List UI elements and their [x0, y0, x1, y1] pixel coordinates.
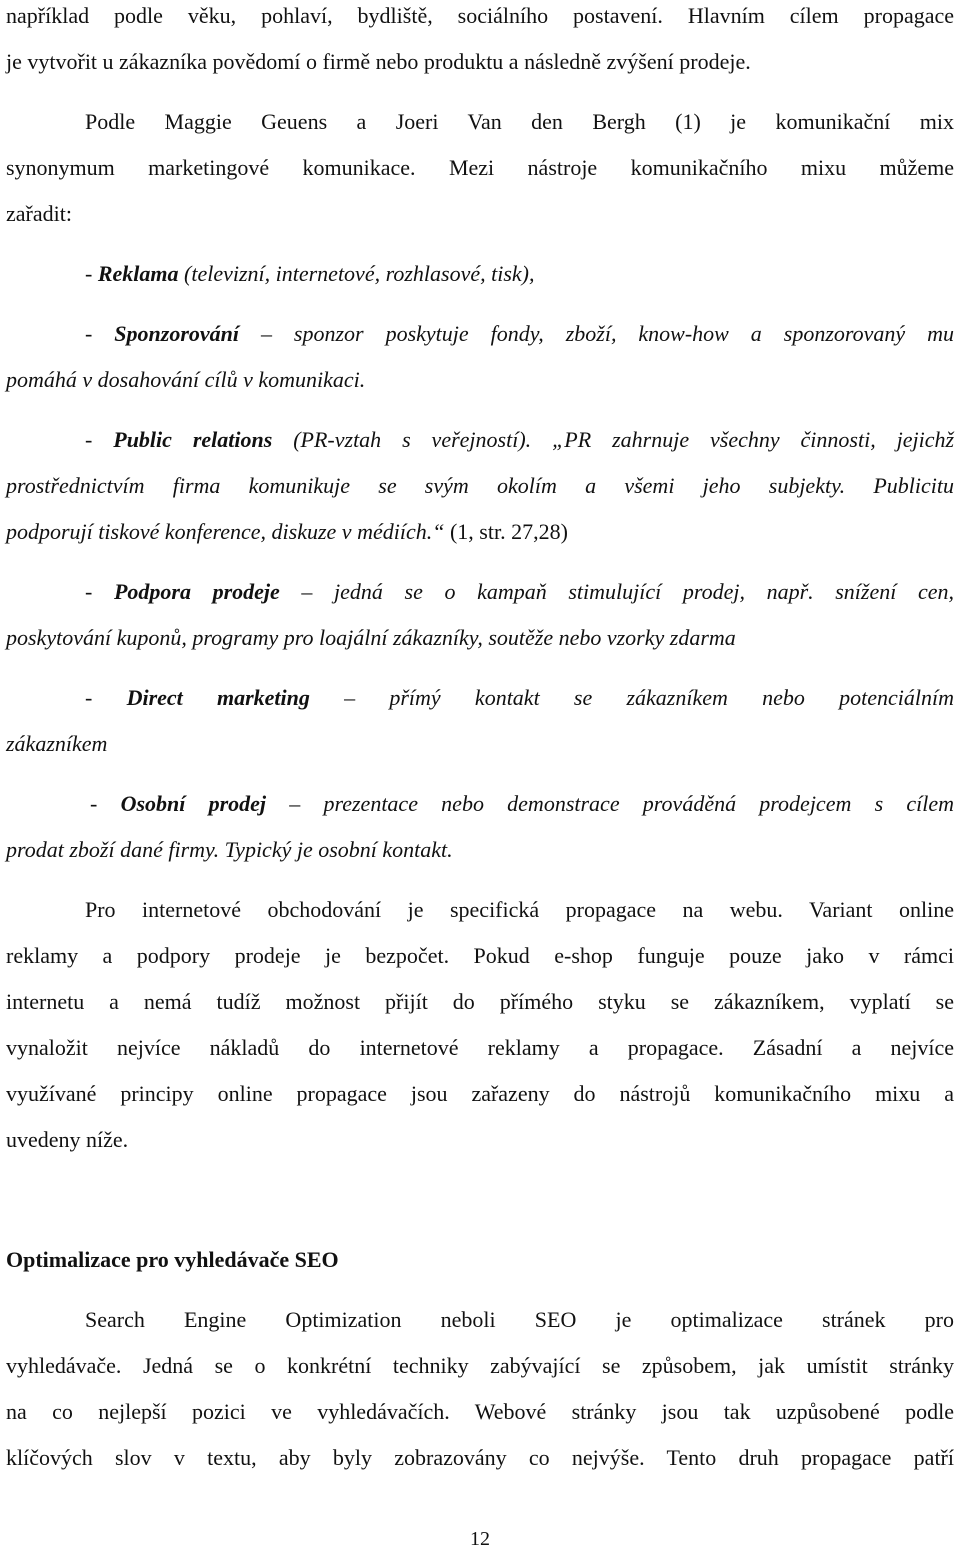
- list-dash: -: [85, 427, 114, 452]
- list-term: Public relations: [113, 427, 273, 452]
- page-number: 12: [470, 1528, 490, 1550]
- list-term: Sponzorování: [114, 321, 240, 346]
- list-item-continuation: poskytování kuponů, programy pro loajální zákazníky, soutěže nebo vzorky zdarma: [6, 625, 736, 650]
- citation: (1, str. 27,28): [444, 519, 568, 544]
- text-line: Search Engine Optimization neboli SEO je optimalizace stránek pro: [85, 1307, 954, 1332]
- list-dash: -: [85, 321, 115, 346]
- text-line: Pro internetové obchodování je specifická propagace na webu. Variant online: [85, 897, 954, 922]
- text-line: vynaložit nejvíce nákladů do internetové reklamy a propagace. Zásadní a nejvíce: [6, 1035, 954, 1060]
- list-item-public-relations: [85, 426, 954, 454]
- list-dash: -: [85, 261, 98, 286]
- list-desc: (televizní, internetové, rozhlasové, tisk),: [178, 261, 535, 286]
- list-item-sponzorovani: [85, 320, 954, 348]
- list-dash: -: [90, 791, 121, 816]
- text-line: uvedeny níže.: [6, 1127, 129, 1152]
- list-item-continuation: [6, 518, 954, 546]
- list-item-osobni-prodej: [90, 790, 954, 818]
- text-line: vyhledávače. Jedná se o konkrétní techniky zabývající se způsobem, jak umístit stránky: [6, 1353, 954, 1378]
- list-dash: -: [85, 579, 114, 604]
- list-desc: (PR-vztah s veřejností).: [272, 427, 553, 452]
- quote-start: „PR zahrnuje všechny činnosti, jejichž: [552, 427, 955, 452]
- list-term: Reklama: [97, 261, 179, 286]
- section-heading: Optimalizace pro vyhledávače SEO: [6, 1247, 339, 1272]
- list-term: Osobní prodej: [120, 791, 267, 816]
- list-item-reklama: [85, 260, 954, 288]
- list-desc: – jedná se o kampaň stimulující prodej, např. snížení cen,: [279, 579, 955, 604]
- list-desc: – přímý kontakt se zákazníkem nebo potenciálním: [309, 685, 954, 710]
- text-line: na co nejlepší pozici ve vyhledávačích. Webové stránky jsou tak uzpůsobené podle: [6, 1399, 954, 1424]
- text-line: klíčových slov v textu, aby byly zobrazovány co nejvýše. Tento druh propagace patří: [6, 1445, 954, 1470]
- text-line: například podle věku, pohlaví, bydliště, sociálního postavení. Hlavním cílem propagace: [6, 3, 954, 28]
- list-item-podpora-prodeje: [85, 578, 954, 606]
- text-line: synonymum marketingové komunikace. Mezi nástroje komunikačního mixu můžeme: [6, 155, 954, 180]
- list-term: Podpora prodeje: [113, 579, 280, 604]
- list-dash: -: [85, 685, 127, 710]
- quote-end: podporují tiskové konference, diskuze v médiích.“: [6, 519, 445, 544]
- list-desc: – prezentace nebo demonstrace prováděná prodejcem s cílem: [266, 791, 954, 816]
- list-desc: – sponzor poskytuje fondy, zboží, know-how a sponzorovaný mu: [239, 321, 955, 346]
- list-item-continuation: pomáhá v dosahování cílů v komunikaci.: [6, 367, 366, 392]
- text-line: zařadit:: [6, 201, 72, 226]
- list-item-continuation: prodat zboží dané firmy. Typický je osobní kontakt.: [6, 837, 453, 862]
- list-item-direct-marketing: [85, 684, 954, 712]
- text-line: reklamy a podpory prodeje je bezpočet. Pokud e-shop funguje pouze jako v rámci: [6, 943, 954, 968]
- text-line: internetu a nemá tudíž možnost přijít do přímého styku se zákazníkem, vyplatí se: [6, 989, 954, 1014]
- list-item-continuation: zákazníkem: [6, 731, 108, 756]
- list-term: Direct marketing: [126, 685, 310, 710]
- text-line: Podle Maggie Geuens a Joeri Van den Bergh (1) je komunikační mix: [85, 109, 954, 134]
- list-item-continuation: prostřednictvím firma komunikuje se svým okolím a všemi jeho subjekty. Publicitu: [6, 473, 954, 498]
- text-line: je vytvořit u zákazníka povědomí o firmě nebo produktu a následně zvýšení prodeje.: [6, 49, 751, 74]
- text-line: využívané principy online propagace jsou zařazeny do nástrojů komunikačního mixu a: [6, 1081, 954, 1106]
